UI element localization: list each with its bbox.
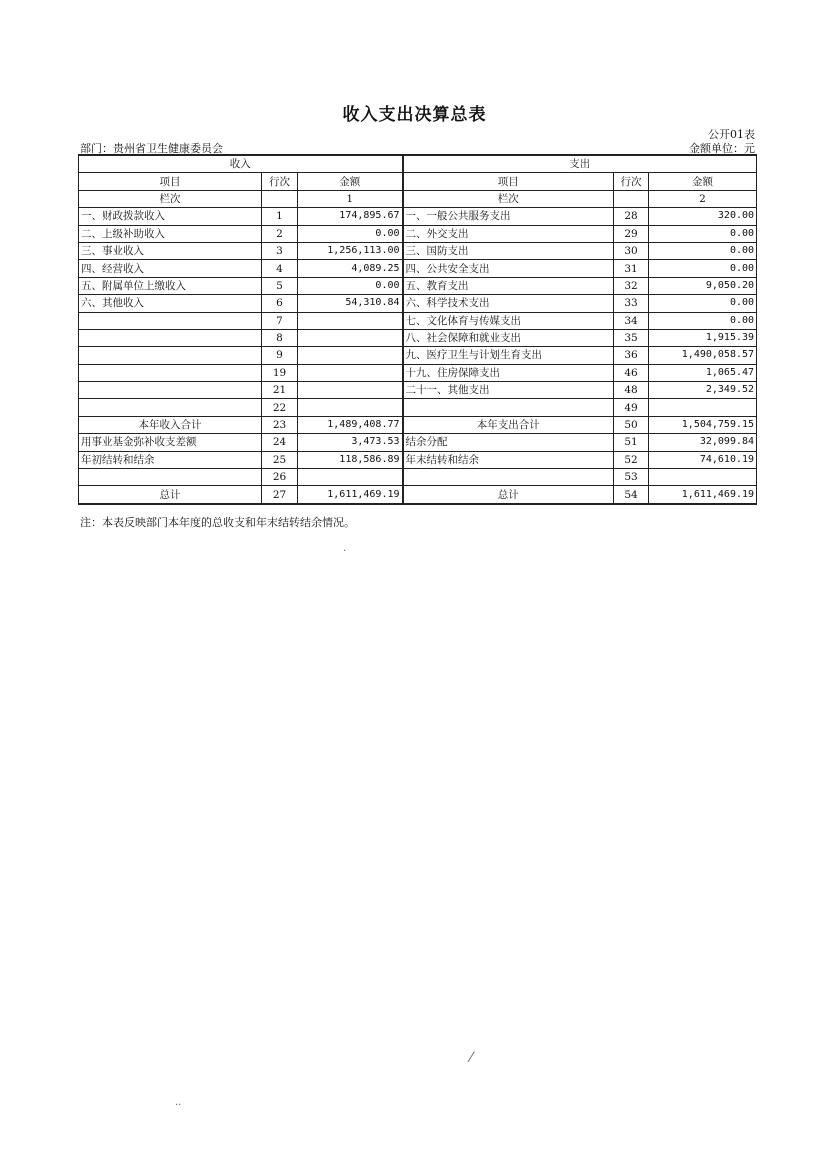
expense-item-cell: 十九、住房保障支出 (403, 364, 614, 381)
income-amount-cell (298, 312, 403, 329)
income-item-cell: 五、附属单位上缴收入 (79, 277, 262, 294)
income-item-cell (79, 364, 262, 381)
expense-amount-cell: 9,050.20 (649, 277, 757, 294)
table-row (79, 451, 757, 468)
income-amount-cell: 3,473.53 (298, 434, 403, 451)
income-rowno-cell: 9 (262, 347, 298, 364)
income-item-cell: 二、上级补助收入 (79, 225, 262, 242)
expense-amount-cell: 1,915.39 (649, 329, 757, 346)
table-row (79, 312, 757, 329)
expense-item-cell: 六、科学技术支出 (403, 295, 614, 312)
expense-item-cell: 总计 (403, 486, 614, 504)
expense-rowno-cell: 28 (614, 208, 649, 225)
income-amount-cell (298, 399, 403, 416)
expense-amount-cell: 320.00 (649, 208, 757, 225)
table-row (79, 364, 757, 381)
income-rowno-cell: 5 (262, 277, 298, 294)
table-row (79, 434, 757, 451)
expense-section-header: 支出 (403, 155, 757, 173)
income-amount-header: 金额 (298, 173, 403, 190)
income-amount-cell: 1,256,113.00 (298, 242, 403, 259)
income-item-cell: 四、经营收入 (79, 260, 262, 277)
department-label: 部门：贵州省卫生健康委员会 (80, 142, 223, 155)
income-amount-cell: 1,611,469.19 (298, 486, 403, 504)
income-rowno-cell: 3 (262, 242, 298, 259)
expense-amount-cell: 1,490,058.57 (649, 347, 757, 364)
income-item-cell (79, 469, 262, 486)
scan-mark: ⁄ (470, 1050, 473, 1066)
income-rowno-cell: 24 (262, 434, 298, 451)
income-rowno-cell: 19 (262, 364, 298, 381)
expense-item-cell: 五、教育支出 (403, 277, 614, 294)
expense-amount-cell (649, 399, 757, 416)
expense-item-cell: 三、国防支出 (403, 242, 614, 259)
table-row (79, 295, 757, 312)
income-item-header: 项目 (79, 173, 262, 190)
expense-rowno-cell: 52 (614, 451, 649, 468)
table-row (79, 242, 757, 259)
expense-rowno-cell: 49 (614, 399, 649, 416)
income-column-number: 1 (298, 190, 403, 207)
expense-amount-cell: 0.00 (649, 312, 757, 329)
income-rowno-header: 行次 (262, 173, 298, 190)
section-header-row (79, 155, 757, 173)
income-item-cell: 六、其他收入 (79, 295, 262, 312)
amount-unit-label: 金额单位：元 (689, 142, 755, 155)
expense-amount-cell: 2,349.52 (649, 382, 757, 399)
expense-item-cell: 结余分配 (403, 434, 614, 451)
scan-mark: · (343, 546, 347, 557)
expense-rowno-cell: 33 (614, 295, 649, 312)
expense-amount-cell: 74,610.19 (649, 451, 757, 468)
expense-amount-header: 金额 (649, 173, 757, 190)
table-row (79, 329, 757, 346)
expense-rowno-cell: 54 (614, 486, 649, 504)
income-expense-table (78, 154, 757, 505)
income-item-cell (79, 382, 262, 399)
income-item-cell: 用事业基金弥补收支差额 (79, 434, 262, 451)
expense-item-cell: 八、社会保障和就业支出 (403, 329, 614, 346)
table-row (79, 225, 757, 242)
expense-amount-cell: 32,099.84 (649, 434, 757, 451)
income-rowno-cell: 21 (262, 382, 298, 399)
table-row (79, 347, 757, 364)
table-row (79, 260, 757, 277)
income-amount-cell (298, 329, 403, 346)
subtotal-row (79, 416, 757, 433)
expense-amount-cell: 0.00 (649, 295, 757, 312)
scan-mark: ·· (175, 1100, 182, 1111)
footnote: 注：本表反映部门本年度的总收支和年末结转结余情况。 (80, 516, 355, 529)
income-column-label: 栏次 (79, 190, 262, 207)
income-amount-cell (298, 364, 403, 381)
expense-rowno-cell: 35 (614, 329, 649, 346)
expense-rowno-cell: 30 (614, 242, 649, 259)
expense-item-cell: 九、医疗卫生与计划生育支出 (403, 347, 614, 364)
income-amount-cell: 118,586.89 (298, 451, 403, 468)
expense-amount-cell: 1,611,469.19 (649, 486, 757, 504)
column-index-row (79, 190, 757, 207)
expense-rowno-cell: 50 (614, 416, 649, 433)
total-row (79, 486, 757, 504)
income-item-cell (79, 329, 262, 346)
income-rowno-cell: 27 (262, 486, 298, 504)
income-rowno-cell: 26 (262, 469, 298, 486)
income-amount-cell: 4,089.25 (298, 260, 403, 277)
expense-amount-cell: 0.00 (649, 242, 757, 259)
expense-column-number: 2 (649, 190, 757, 207)
income-rowno-cell: 22 (262, 399, 298, 416)
income-item-cell: 年初结转和结余 (79, 451, 262, 468)
expense-amount-cell: 1,065.47 (649, 364, 757, 381)
expense-rowno-cell: 29 (614, 225, 649, 242)
expense-item-cell: 一、一般公共服务支出 (403, 208, 614, 225)
table-row (79, 208, 757, 225)
table-row (79, 469, 757, 486)
income-amount-cell: 174,895.67 (298, 208, 403, 225)
expense-rowno-cell: 46 (614, 364, 649, 381)
income-amount-cell (298, 382, 403, 399)
expense-column-label: 栏次 (403, 190, 614, 207)
expense-rowno-cell: 51 (614, 434, 649, 451)
expense-rowno-cell: 48 (614, 382, 649, 399)
income-item-cell (79, 312, 262, 329)
income-item-cell: 三、事业收入 (79, 242, 262, 259)
income-rowno-cell: 1 (262, 208, 298, 225)
income-amount-cell: 0.00 (298, 277, 403, 294)
income-amount-cell: 1,489,408.77 (298, 416, 403, 433)
income-rowno-cell: 2 (262, 225, 298, 242)
income-column-blank (262, 190, 298, 207)
table-row (79, 399, 757, 416)
income-amount-cell (298, 347, 403, 364)
income-item-cell (79, 399, 262, 416)
income-rowno-cell: 6 (262, 295, 298, 312)
expense-item-header: 项目 (403, 173, 614, 190)
page-title: 收入支出决算总表 (342, 105, 487, 125)
expense-amount-cell (649, 469, 757, 486)
expense-amount-cell: 0.00 (649, 260, 757, 277)
expense-item-cell: 年末结转和结余 (403, 451, 614, 468)
expense-rowno-cell: 36 (614, 347, 649, 364)
form-number: 公开01表 (708, 128, 755, 141)
expense-rowno-cell: 31 (614, 260, 649, 277)
income-rowno-cell: 23 (262, 416, 298, 433)
income-rowno-cell: 8 (262, 329, 298, 346)
income-item-cell: 本年收入合计 (79, 416, 262, 433)
income-item-cell (79, 347, 262, 364)
expense-amount-cell: 1,504,759.15 (649, 416, 757, 433)
expense-rowno-header: 行次 (614, 173, 649, 190)
income-rowno-cell: 4 (262, 260, 298, 277)
expense-rowno-cell: 32 (614, 277, 649, 294)
expense-rowno-cell: 53 (614, 469, 649, 486)
expense-column-blank (614, 190, 649, 207)
expense-amount-cell: 0.00 (649, 225, 757, 242)
expense-rowno-cell: 34 (614, 312, 649, 329)
expense-item-cell: 七、文化体育与传媒支出 (403, 312, 614, 329)
column-header-row (79, 173, 757, 190)
income-item-cell: 一、财政拨款收入 (79, 208, 262, 225)
expense-item-cell: 本年支出合计 (403, 416, 614, 433)
income-rowno-cell: 25 (262, 451, 298, 468)
income-section-header: 收入 (79, 155, 403, 173)
income-rowno-cell: 7 (262, 312, 298, 329)
expense-item-cell (403, 399, 614, 416)
table-row (79, 382, 757, 399)
expense-item-cell: 四、公共安全支出 (403, 260, 614, 277)
expense-item-cell (403, 469, 614, 486)
income-amount-cell (298, 469, 403, 486)
expense-item-cell: 二、外交支出 (403, 225, 614, 242)
income-item-cell: 总计 (79, 486, 262, 504)
expense-item-cell: 二十一、其他支出 (403, 382, 614, 399)
table-row (79, 277, 757, 294)
income-amount-cell: 0.00 (298, 225, 403, 242)
income-amount-cell: 54,310.84 (298, 295, 403, 312)
